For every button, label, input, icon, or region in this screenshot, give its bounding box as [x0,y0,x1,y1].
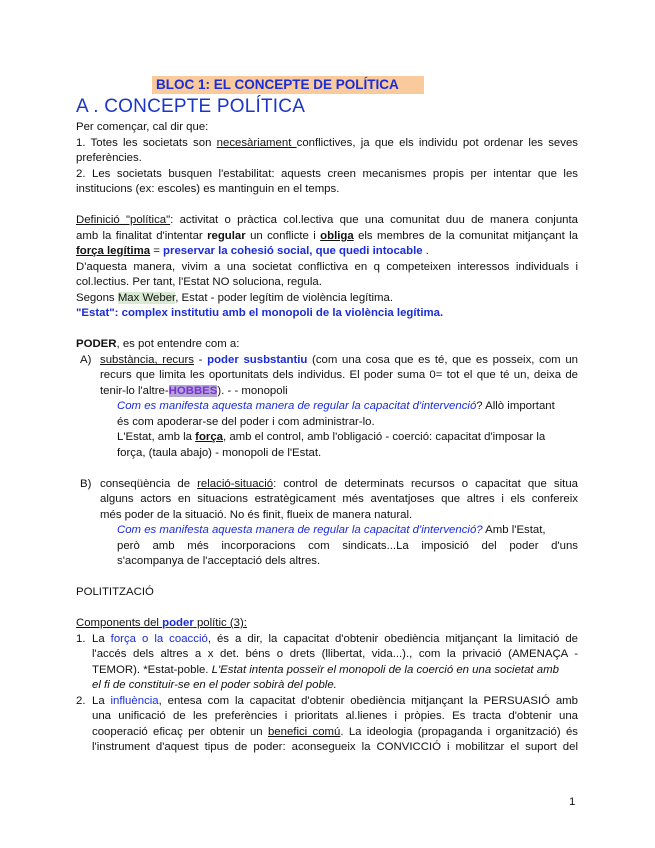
intro-p2-line2: institucions (ex: escoles) es mantinguin en el temps. [76,183,340,195]
poder-b-line5: però amb més incorporacions com sindicats...La imposició del poder d'uns [117,540,578,552]
item2-line4: l'instrument d'aquest tipus de poder: aconsegueix la CONVICCIÓ i mobilitzar el suport del [92,741,578,753]
section-title: A . CONCEPTE POLÍTICA [76,96,306,117]
list-marker-a: A) [80,354,92,366]
poder-a-line3: tenir-lo l'altre-HOBBES). - - monopoli [100,385,288,397]
definition-line2: amb la finalitat d'intentar regular un conflicte i obliga els membres de la comunitat mitjançant la [76,230,578,242]
definition-line3: força legítima = preservar la cohesió social, que quedi intocable . [76,245,429,257]
item2-line2: una unificació de les preferències i prioritats al.lienes i pròpies. Es tracta d'obtenir una [92,710,578,722]
bloc-title: BLOC 1: EL CONCEPTE DE POLÍTICA [152,76,424,94]
poder-intro: PODER, es pot entendre com a: [76,338,240,350]
list-marker-b: B) [80,478,92,490]
intro-p1-line1: 1. Totes les societats son necesàriament conflictives, ja que els individu pot ordenar les seves [76,137,578,149]
item2-line3: cooperació eficaç per obtenir un benefici comú. La ideologia (propaganda i organització) és [92,726,578,738]
intro-p1-line2: preferències. [76,152,142,164]
poder-a-line5: és com apoderar-se del poder i com administrar-lo. [117,416,375,428]
politization-title: POLITITZACIÓ [76,586,154,598]
intro-lead: Per començar, cal dir que: [76,121,209,133]
poder-b-line1: conseqüència de relació-situació: control de determinats recursos o capacitat que situa [100,478,578,490]
estat-definition: "Estat": complex institutiu amb el monopoli de la violència legítima. [76,307,444,319]
list-number-2: 2. [76,695,86,707]
item1-line2: l'accés dels altres a x det. béns o drets (llibertat, vida...)., com la privació (AMENAÇA - [92,648,578,660]
poder-a-line4: Com es manifesta aquesta manera de regular la capacitat d'intervenció? Allò important [117,400,555,412]
poder-b-line3: més poder de la situació. No és finit, flueix de manera natural. [100,509,413,521]
definition-line4: D'aquesta manera, vivim a una societat conflictiva en q competeixen interessos individuals i [76,261,578,273]
item1-line1: La força o la coacció, és a dir, la capacitat d'obtenir obediència mitjançant la limitació de [92,633,578,645]
item1-line3: TEMOR). *Estat-poble. L'Estat intenta posseïr el monopoli de la coerció en una societat amb [92,664,559,676]
poder-b-line4: Com es manifesta aquesta manera de regular la capacitat d'intervenció? Amb l'Estat, [117,524,546,536]
definition-line1: Definició "política": activitat o pràctica col.lectiva que una comunitat duu de manera conjunta [76,214,578,226]
poder-b-line6: s'acompanya de l'acceptació dels altres. [117,555,321,567]
poder-a-line6: L'Estat, amb la força, amb el control, amb l'obligació - coerció: capacitat d'imposar la [117,431,546,443]
poder-b-line2: alguns actors en situacions estratègicament més aventatjoses que altres i els confereix [100,493,578,505]
components-heading: Components del poder polític (3): [76,617,247,629]
item1-line4: el fi de constituir-se en el poder sobirà del poble. [92,679,337,691]
intro-p2-line1: 2. Les societats busquen l'estabilitat: aquests creen mecanismes propis per intentar que les [76,168,578,180]
poder-a-line2: recurs que limita les oportunitats dels individus. El poder suma 0= tot el que té un, deixa de [100,369,578,381]
item2-line1: La influència, entesa com la capacitat d'obtenir obediència mitjançant la PERSUASIÓ amb [92,695,578,707]
definition-line5: col.lectius. Per tant, l'Estat NO soluciona, regula. [76,276,322,288]
poder-a-line7: força, (taula abajo) - monopoli de l'Estat. [117,447,322,459]
definition-line6: Segons Max Weber, Estat - poder legítim de violència legítima. [76,292,394,304]
page-number: 1 [569,796,576,808]
list-number-1: 1. [76,633,86,645]
poder-a-line1: substància, recurs - poder susbstantiu (com una cosa que es té, que es posseix, com un [100,354,578,366]
